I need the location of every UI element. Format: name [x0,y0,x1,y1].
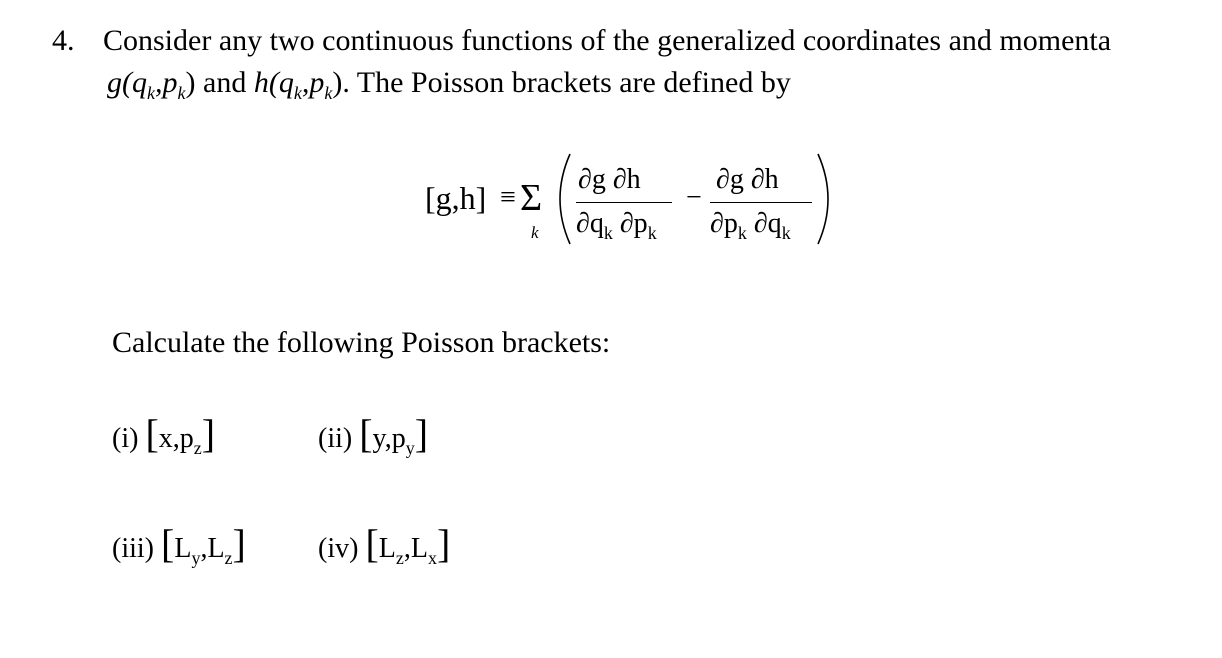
item-i-label: (i) [112,423,139,454]
item-ii: (ii) $[y,p_y]$ [318,411,429,458]
left-paren [546,152,574,246]
item-iii: (iii) $[L_y,L_z]$ [112,521,246,568]
term2-fraction-bar [710,202,812,203]
and-word: and [203,66,247,99]
item-i: (i) $[x,p_z]$ [112,411,216,458]
term1-numerator: ∂g ∂h [578,164,641,195]
g-function: $g(q_k,p_k$ [107,66,186,103]
right-paren [814,152,842,246]
item-iv-label: (iv) [318,533,359,564]
equiv-sign: ≡ [500,182,516,213]
calculate-instruction: Calculate the following Poisson brackets: [112,326,611,359]
item-iii-label: (iii) [112,533,154,564]
term2-numerator: ∂g ∂h [716,164,779,195]
formula-lhs: [g,h] [425,180,487,216]
sum-index: k [531,223,539,242]
term1-fraction-bar [576,202,672,203]
item-ii-label: (ii) [318,423,353,454]
h-function: $h(q_k,p_k$ [253,66,333,103]
term1-denominator: $\partial q_k$ $\partial p_k$ [576,208,657,243]
problem-number: 4. [52,24,75,57]
item-iv: (iv) $[L_z,L_x]$ [318,521,451,568]
problem-functions-line: $g(q_k,p_k)$ and $h(q_k,p_k)$. The Poisson brackets are defined by [107,66,791,103]
term2-denominator: $\partial p_k$ $\partial q_k$ [710,208,791,243]
sigma-sign: Σ [520,177,543,219]
definition-intro: . The Poisson brackets are defined by [342,66,791,99]
problem-intro-line: Consider any two continuous functions of the generalized coordinates and momenta [103,24,1112,57]
minus-sign: − [686,182,702,213]
